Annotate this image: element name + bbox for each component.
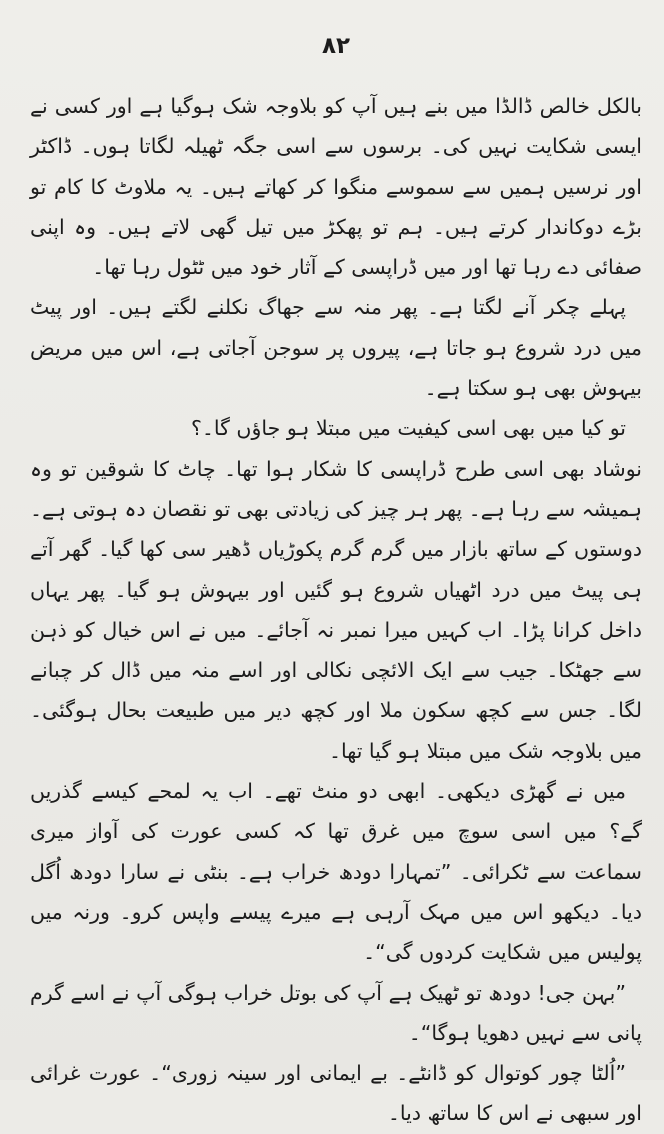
paragraph: بالکل خالص ڈالڈا میں بنے ہیں آپ کو بلاوجہ شک ہوگیا ہے اور کسی نے ایسی شکایت نہیں کی۔ برسوں سے اسی جگہ ٹھیلہ لگاتا ہوں۔ ڈاکٹر اور نرسیں ہمیں سے سموسے منگوا کر کھاتے ہیں۔ یہ ملاوٹ کا کام تو بڑے دوکاندار کرتے ہیں۔ ہم تو پھکڑ میں تیل گھی لاتے ہیں۔ وہ اپنی صفائی دے رہا تھا اور میں ڈراپسی کے آثار خود میں ٹٹول رہا تھا۔	[30, 94, 642, 280]
paragraph: ”بہن جی! دودھ تو ٹھیک ہے آپ کی بوتل خراب ہوگی آپ نے اسے گرم پانی سے نہیں دھویا ہوگا“۔	[30, 980, 642, 1045]
paragraph: ”اُلٹا چور کوتوال کو ڈانٹے۔ بے ایمانی اور سینہ زوری“۔ عورت غرائی اور سبھی نے اس کا ساتھ دیا۔	[30, 1061, 642, 1126]
page-number: ۸۲	[321, 33, 351, 59]
paragraph: نوشاد بھی اسی طرح ڈراپسی کا شکار ہوا تھا۔ چاٹ کا شوقین تو وہ ہمیشہ سے رہا ہے۔ پھر ہر چیز کی زیادتی بھی تو نقصان دہ ہوتی ہے۔ دوستوں کے ساتھ بازار میں گرم گرم پکوڑیاں ڈھیر سی کھا گیا۔ گھر آتے ہی پیٹ میں درد اٹھیاں شروع ہو گئیں اور بیہوش ہو گیا۔ پھر یہاں داخل کرانا پڑا۔ اب کہیں میرا نمبر نہ آجائے۔ میں نے اس خیال کو ذہن سے جھٹکا۔ جیب سے ایک الائچی نکالی اور اسے منہ میں ڈال کر چبانے لگا۔ جس سے کچھ سکون ملا اور کچھ دیر میں طبیعت بحال ہوگئی۔ میں بلاوجہ شک میں مبتلا ہو گیا تھا۔	[30, 456, 642, 763]
paragraph: میں نے گھڑی دیکھی۔ ابھی دو منٹ تھے۔ اب یہ لمحے کیسے گذریں گے؟ میں اسی سوچ میں غرق تھا کہ کسی عورت کی آواز میری سماعت سے ٹکرائی۔ ”تمہارا دودھ خراب ہے۔ بنٹی نے سارا دودھ اُگل دیا۔ دیکھو اس میں مہک آرہی ہے میرے پیسے واپس کرو۔ ورنہ میں پولیس میں شکایت کردوں گی“۔	[30, 779, 642, 965]
paragraph: تو کیا میں بھی اسی کیفیت میں مبتلا ہو جاؤں گا۔؟	[191, 416, 626, 441]
page-text	[30, 86, 642, 1134]
paragraph: پہلے چکر آنے لگتا ہے۔ پھر منہ سے جھاگ نکلنے لگتے ہیں۔ اور پیٹ میں درد شروع ہو جاتا ہے، پیروں پر سوجن آجاتی ہے، اس میں مریض بیہوش بھی ہو سکتا ہے۔	[30, 295, 642, 401]
